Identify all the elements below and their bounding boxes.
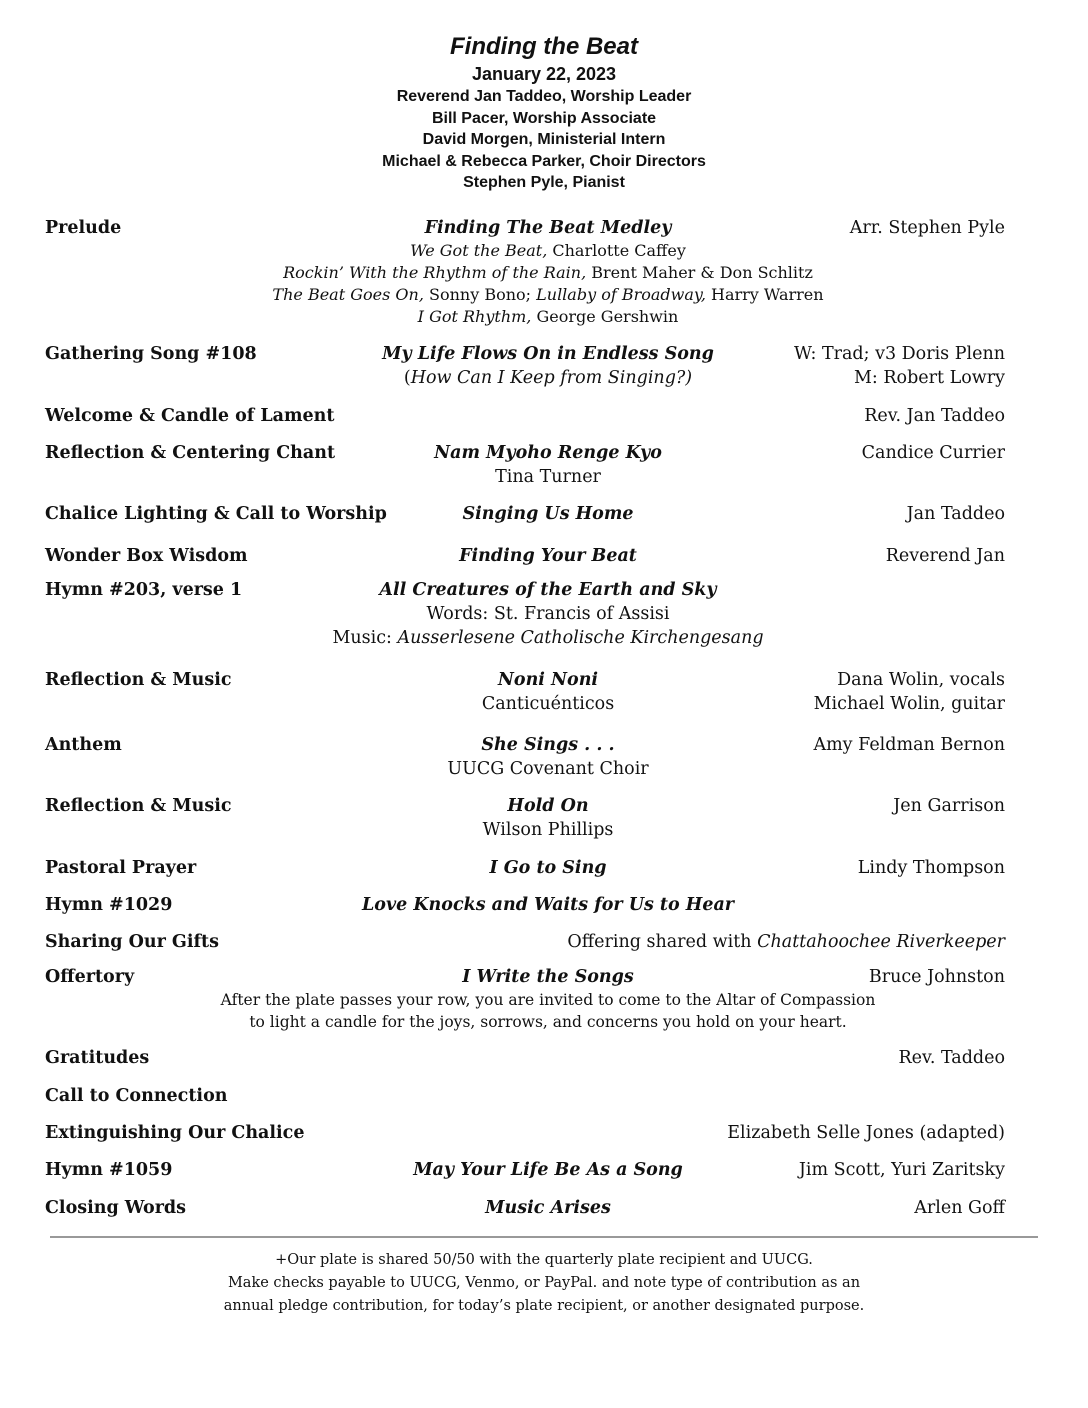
offertory-note: to light a candle for the joys, sorrows, and concerns you hold on your heart. <box>249 1013 847 1031</box>
item-subtitle: Words: St. Francis of Assisi <box>426 604 670 624</box>
item-content <box>45 578 1051 650</box>
medley-song: We Got the Beat, <box>410 241 548 260</box>
credit-guitar: Michael Wolin, guitar <box>813 694 1005 714</box>
item-title: Finding Your Beat <box>459 546 637 566</box>
music-prefix: Music: <box>332 628 398 648</box>
item-content <box>45 893 1051 917</box>
medley-composer: Harry Warren <box>705 285 824 304</box>
medley-composer: Brent Maher & Don Schlitz <box>586 263 813 282</box>
item-title: Nam Myoho Renge Kyo <box>434 443 662 463</box>
service-date: January 22, 2023 <box>471 64 617 84</box>
item-label: Sharing Our Gifts <box>45 932 219 952</box>
offering-text: Offering shared with <box>567 932 758 952</box>
music-source: Ausserlesene Catholische Kirchengesang <box>397 628 764 648</box>
leader-line: Michael & Rebecca Parker, Choir Directors <box>382 152 706 170</box>
item-label: Pastoral Prayer <box>45 858 197 878</box>
subtitle-text: How Can I Keep from Singing?) <box>410 368 693 388</box>
item-label: Closing Words <box>45 1198 187 1218</box>
item-title: Hold On <box>507 796 589 816</box>
item-label: Welcome & Candle of Lament <box>45 406 335 426</box>
medley-line <box>45 262 1051 284</box>
divider <box>50 1236 1038 1238</box>
item-label: Prelude <box>45 218 122 238</box>
offering-recipient: Chattahoochee Riverkeeper <box>757 932 1005 952</box>
item-title: I Go to Sing <box>489 858 607 878</box>
footer-line: +Our plate is shared 50/50 with the quarterly plate recipient and UUCG. <box>275 1252 813 1268</box>
item-title: My Life Flows On in Endless Song <box>382 344 714 364</box>
item-credit <box>794 342 1005 390</box>
footer-note <box>0 1249 1088 1318</box>
item-credit: Candice Currier <box>861 443 1005 463</box>
item-subtitle: Tina Turner <box>495 467 601 487</box>
item-title: All Creatures of the Earth and Sky <box>379 580 717 600</box>
item-label: Reflection & Music <box>45 796 232 816</box>
item-label: Extinguishing Our Chalice <box>45 1123 305 1143</box>
item-credit: Jan Taddeo <box>906 504 1005 524</box>
item-credit: Elizabeth Selle Jones (adapted) <box>727 1123 1005 1143</box>
item-subtitle: UUCG Covenant Choir <box>447 759 649 779</box>
item-credit: Rev. Taddeo <box>898 1048 1005 1068</box>
item-music-credit <box>45 626 1051 650</box>
subtitle-paren: ( <box>403 368 411 388</box>
item-label: Hymn #1059 <box>45 1160 173 1180</box>
item-label: Reflection & Centering Chant <box>45 443 336 463</box>
medley-song: I Got Rhythm, <box>417 307 532 326</box>
item-title: Love Knocks and Waits for Us to Hear <box>361 895 735 915</box>
item-credit: Arlen Goff <box>914 1198 1005 1218</box>
item-credit: Rev. Jan Taddeo <box>864 406 1005 426</box>
medley-composer: Charlotte Caffey <box>547 241 686 260</box>
item-label: Hymn #1029 <box>45 895 173 915</box>
medley-song: The Beat Goes On, <box>272 285 424 304</box>
order-of-service-header <box>0 32 1088 194</box>
item-label: Call to Connection <box>45 1086 228 1106</box>
item-credit: Amy Feldman Bernon <box>813 735 1005 755</box>
leader-line: David Morgen, Ministerial Intern <box>422 131 666 148</box>
item-title: She Sings . . . <box>481 735 615 755</box>
item-label: Chalice Lighting & Call to Worship <box>45 504 387 524</box>
item-credit: Bruce Johnston <box>868 967 1005 987</box>
item-title: May Your Life Be As a Song <box>413 1160 683 1180</box>
leader-line: Reverend Jan Taddeo, Worship Leader <box>396 88 692 105</box>
offertory-note: After the plate passes your row, you are invited to come to the Altar of Compassion <box>220 991 876 1009</box>
item-title: Music Arises <box>485 1198 611 1218</box>
item-credit: Reverend Jan <box>885 546 1005 566</box>
medley-song: Lullaby of Broadway, <box>531 285 706 304</box>
leader-line: Stephen Pyle, Pianist <box>463 174 625 191</box>
item-credit: Jen Garrison <box>893 796 1005 816</box>
item-title: I Write the Songs <box>462 967 634 987</box>
credit-words: W: Trad; v3 Doris Plenn <box>794 344 1005 364</box>
footer-line: annual pledge contribution, for today’s plate recipient, or another designated purpose. <box>223 1298 865 1314</box>
item-content <box>45 502 1051 526</box>
item-credit <box>567 930 1005 954</box>
item-credit: Arr. Stephen Pyle <box>849 218 1005 238</box>
item-credit: Jim Scott, Yuri Zaritsky <box>798 1160 1005 1180</box>
item-credit <box>814 668 1005 716</box>
service-title: Finding the Beat <box>450 33 638 60</box>
item-label: Reflection & Music <box>45 670 232 690</box>
item-credit: Lindy Thompson <box>857 858 1005 878</box>
item-title: Singing Us Home <box>462 504 634 524</box>
item-label: Anthem <box>45 735 122 755</box>
credit-vocals: Dana Wolin, vocals <box>837 670 1005 690</box>
credit-music: M: Robert Lowry <box>854 368 1005 388</box>
medley-line <box>45 284 1051 306</box>
medley-composer: Sonny Bono; <box>423 285 532 304</box>
medley-composer: George Gershwin <box>531 307 679 326</box>
item-label: Hymn #203, verse 1 <box>45 580 243 600</box>
item-subtitle: Canticuénticos <box>481 694 615 714</box>
item-title: Finding The Beat Medley <box>424 218 672 238</box>
medley-line <box>45 306 1051 328</box>
item-label: Wonder Box Wisdom <box>45 546 248 566</box>
footer-line: Make checks payable to UUCG, Venmo, or PayPal. and note type of contribution as an <box>227 1275 861 1291</box>
item-label: Offertory <box>45 967 135 987</box>
medley-song: Rockin’ With the Rhythm of the Rain, <box>283 263 587 282</box>
leader-line: Bill Pacer, Worship Associate <box>431 109 657 127</box>
item-label: Gratitudes <box>45 1048 150 1068</box>
item-label: Gathering Song #108 <box>45 344 257 364</box>
item-title: Noni Noni <box>497 670 599 690</box>
item-content <box>45 1196 1051 1220</box>
medley-line <box>45 240 1051 262</box>
item-subtitle: Wilson Phillips <box>482 820 614 840</box>
